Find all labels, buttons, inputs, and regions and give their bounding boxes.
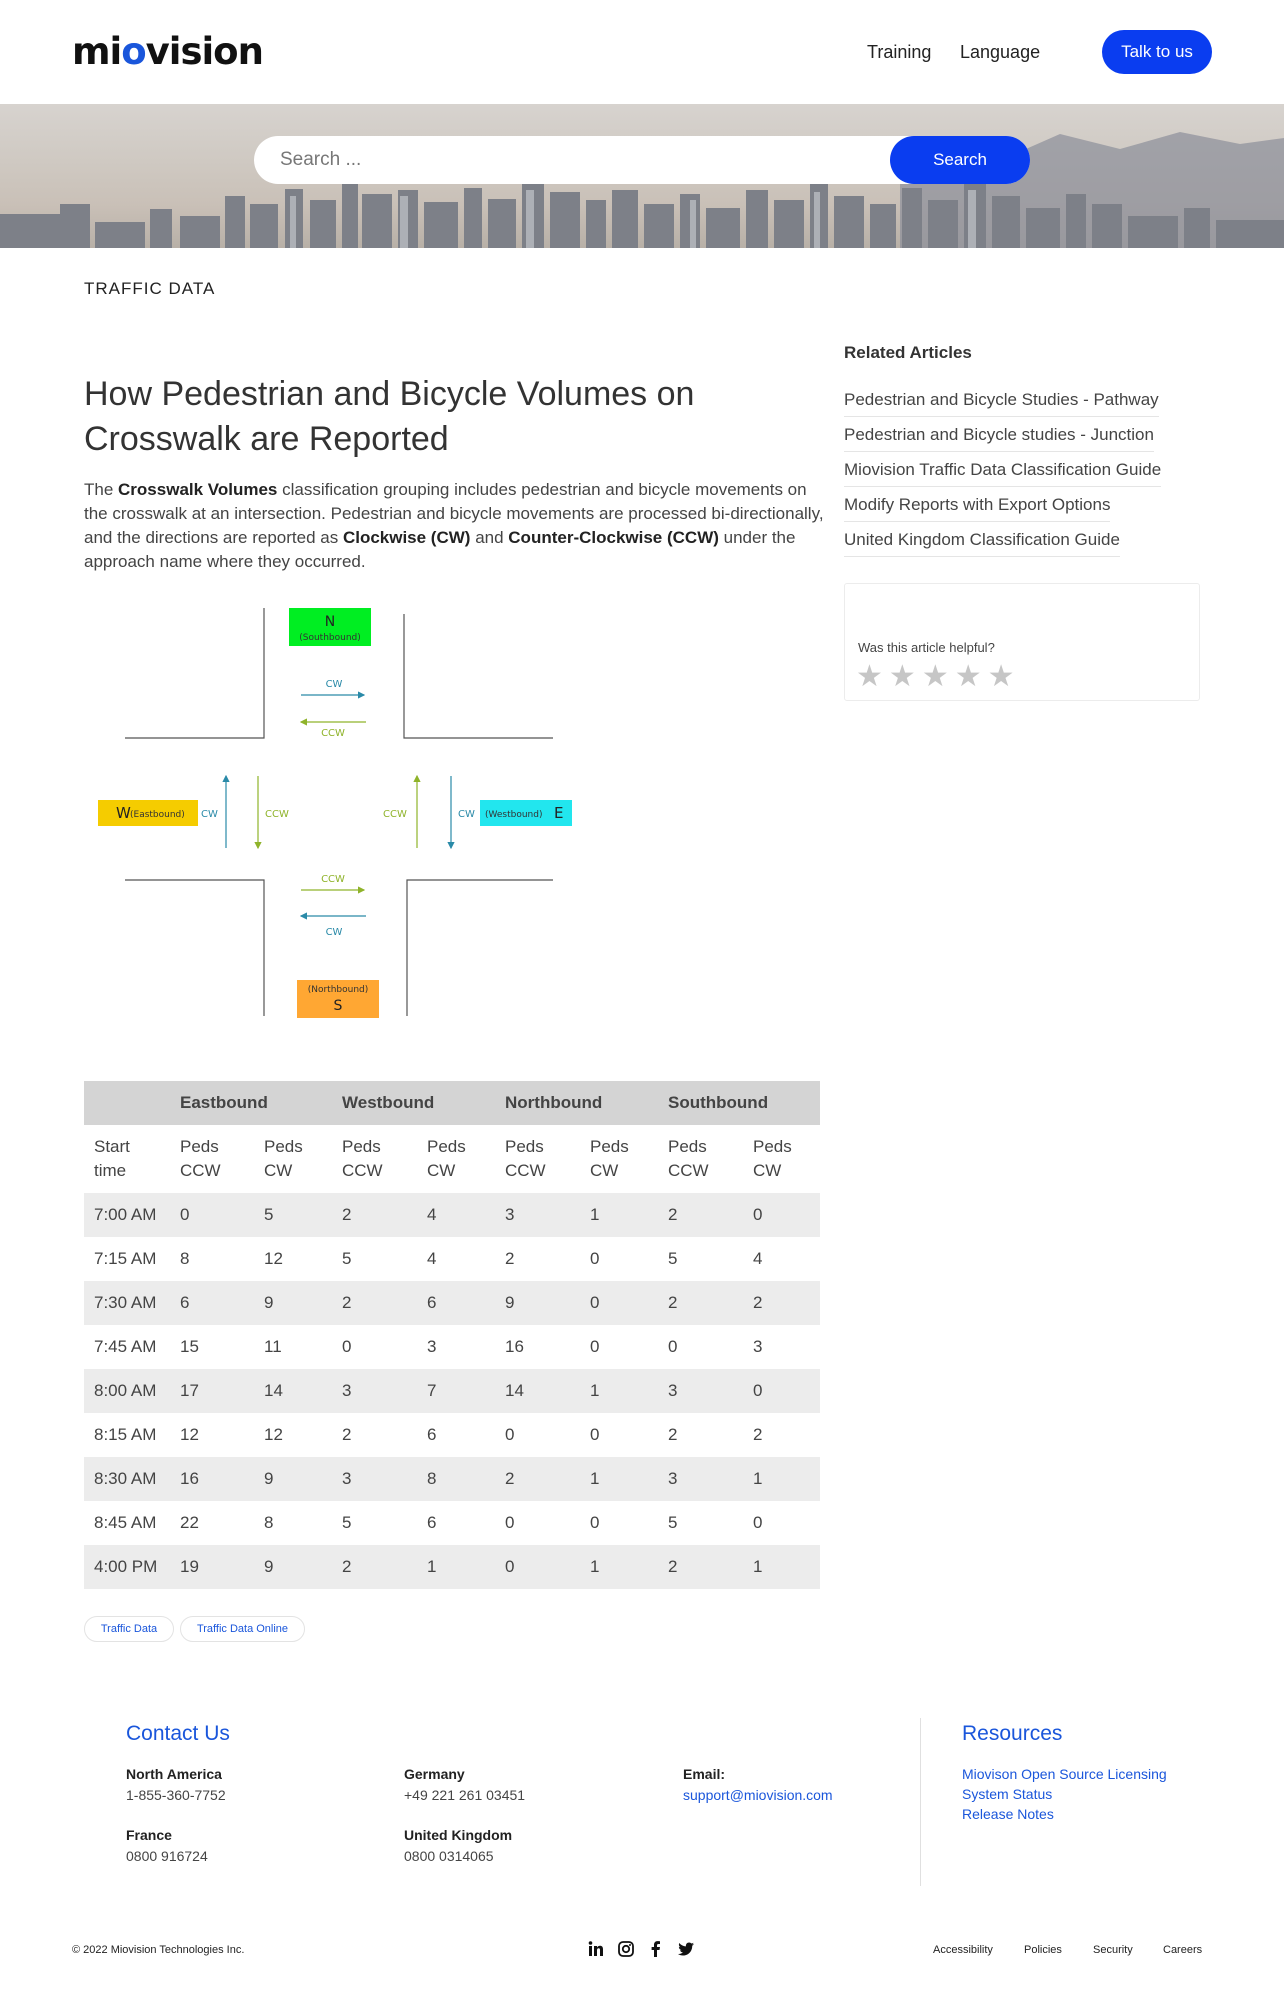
table-cell: 12 bbox=[180, 1425, 199, 1444]
table-cell: 3 bbox=[427, 1337, 437, 1356]
table-subheader-cell bbox=[254, 1125, 332, 1193]
table-subheader-cell bbox=[580, 1125, 658, 1193]
south-label: S bbox=[333, 998, 343, 1014]
table-cell: 1 bbox=[580, 1193, 658, 1237]
table-cell: 6 bbox=[417, 1281, 495, 1325]
intro-bold: Counter-Clockwise (CCW) bbox=[508, 528, 719, 547]
table-row bbox=[84, 1193, 820, 1237]
star-rating bbox=[856, 659, 1015, 694]
table-cell: 0 bbox=[743, 1369, 820, 1413]
table-row bbox=[84, 1501, 820, 1545]
table-cell: 2 bbox=[658, 1193, 743, 1237]
footer-link-security[interactable]: Security bbox=[1093, 1944, 1133, 1956]
star-icon[interactable]: ★ bbox=[954, 659, 982, 694]
table-cell: 0 bbox=[668, 1337, 678, 1356]
support-email-link[interactable]: support@miovision.com bbox=[683, 1787, 833, 1803]
subheader-line: Peds bbox=[668, 1137, 707, 1156]
twitter-icon[interactable] bbox=[677, 1940, 695, 1958]
table-cell: 0 bbox=[590, 1249, 600, 1268]
table-cell: 1 bbox=[743, 1457, 820, 1501]
start-time-cell: 4:00 PM bbox=[84, 1545, 170, 1589]
intro-text: and bbox=[470, 528, 509, 547]
start-time-cell: 8:30 AM bbox=[84, 1457, 170, 1501]
table-cell: 0 bbox=[580, 1281, 658, 1325]
table-cell: 2 bbox=[332, 1281, 417, 1325]
star-icon[interactable]: ★ bbox=[987, 659, 1015, 694]
table-cell: 17 bbox=[170, 1369, 254, 1413]
subheader-line: CCW bbox=[180, 1161, 221, 1180]
table-cell: 3 bbox=[332, 1369, 417, 1413]
east-cw-label: CW bbox=[458, 809, 475, 820]
table-header-westbound: Westbound bbox=[332, 1081, 495, 1125]
tag-traffic-data-online[interactable]: Traffic Data Online bbox=[180, 1616, 305, 1642]
table-cell: 0 bbox=[505, 1513, 515, 1532]
table-cell: 7 bbox=[417, 1369, 495, 1413]
site-header bbox=[0, 0, 1284, 104]
table-cell: 2 bbox=[495, 1457, 580, 1501]
table-cell: 5 bbox=[668, 1249, 678, 1268]
table-row bbox=[84, 1369, 820, 1413]
north-cw-label: CW bbox=[325, 679, 343, 690]
search-input[interactable] bbox=[280, 136, 860, 184]
table-cell: 1 bbox=[417, 1545, 495, 1589]
table-cell: 3 bbox=[658, 1369, 743, 1413]
north-sub-label: (Southbound) bbox=[299, 633, 361, 643]
table-cell: 2 bbox=[332, 1193, 417, 1237]
start-time-cell: 7:15 AM bbox=[94, 1249, 157, 1268]
table-row bbox=[84, 1281, 820, 1325]
subheader-line: Peds bbox=[180, 1137, 219, 1156]
table-subheader-row bbox=[84, 1125, 820, 1193]
subheader-line: CW bbox=[264, 1161, 293, 1180]
table-subheader-cell bbox=[332, 1125, 417, 1193]
table-cell: 0 bbox=[753, 1513, 763, 1532]
subheader-line: Peds bbox=[505, 1137, 544, 1156]
table-subheader-cell bbox=[417, 1125, 495, 1193]
table-cell: 11 bbox=[264, 1337, 282, 1356]
contact-label: United Kingdom bbox=[404, 1827, 513, 1843]
table-cell: 9 bbox=[495, 1281, 580, 1325]
resource-link[interactable]: System Status bbox=[962, 1786, 1053, 1802]
related-link[interactable]: Miovision Traffic Data Classification Guide bbox=[844, 460, 1161, 487]
start-time-cell: 7:30 AM bbox=[84, 1281, 170, 1325]
table-cell: 12 bbox=[264, 1249, 283, 1268]
logo-dot: o bbox=[121, 30, 146, 73]
table-subheader-cell bbox=[743, 1125, 820, 1193]
table-cell: 12 bbox=[264, 1425, 283, 1444]
search-button[interactable]: Search bbox=[890, 136, 1030, 184]
feedback-box bbox=[844, 583, 1200, 701]
intro-text: classification grouping includes pedestrian and bicycle movements on the crosswalk at an intersection. Pedestrian and bicycle movements are processed bi-directionally, and the directions are reported as bbox=[84, 480, 824, 547]
table-cell: 0 bbox=[590, 1337, 600, 1356]
table-cell: 14 bbox=[495, 1369, 580, 1413]
star-icon[interactable]: ★ bbox=[921, 659, 949, 694]
copyright: © 2022 Miovision Technologies Inc. bbox=[72, 1944, 245, 1956]
south-sub-label: (Northbound) bbox=[307, 985, 369, 995]
table-subheader-cell bbox=[84, 1125, 170, 1193]
west-label: W bbox=[116, 804, 131, 822]
start-time-cell: 7:00 AM bbox=[84, 1193, 170, 1237]
subheader-line: CCW bbox=[505, 1161, 546, 1180]
contact-label: Germany bbox=[404, 1766, 465, 1782]
contact-phone: +49 221 261 03451 bbox=[404, 1787, 526, 1803]
table-cell: 16 bbox=[505, 1337, 524, 1356]
intro-text: under the approach name where they occurred. bbox=[84, 528, 796, 571]
table-subheader-cell bbox=[658, 1125, 743, 1193]
table-row bbox=[84, 1237, 820, 1281]
contact-label: France bbox=[126, 1827, 172, 1843]
table-cell: 4 bbox=[753, 1249, 763, 1268]
west-cw-label: CW bbox=[201, 809, 218, 820]
table-group-header bbox=[84, 1081, 820, 1125]
footer-link-policies[interactable]: Policies bbox=[1024, 1944, 1062, 1956]
feedback-question: Was this article helpful? bbox=[858, 640, 995, 655]
table-row bbox=[84, 1545, 820, 1589]
subheader-line: CW bbox=[753, 1161, 782, 1180]
table-cell: 5 bbox=[668, 1513, 678, 1532]
table-cell: 22 bbox=[180, 1513, 199, 1532]
table-cell: 2 bbox=[743, 1281, 820, 1325]
south-cw-label: CW bbox=[325, 927, 343, 938]
table-cell: 8 bbox=[180, 1249, 190, 1268]
table-cell: 3 bbox=[495, 1193, 580, 1237]
article-intro bbox=[84, 478, 824, 574]
contact-phone: 0800 0314065 bbox=[404, 1848, 494, 1864]
table-header-cell bbox=[84, 1081, 170, 1125]
table-cell: 6 bbox=[427, 1425, 437, 1444]
subheader-line: CW bbox=[427, 1161, 456, 1180]
table-header-southbound: Southbound bbox=[658, 1081, 820, 1125]
table-cell: 2 bbox=[658, 1281, 743, 1325]
subheader-line: Peds bbox=[427, 1137, 466, 1156]
table-cell: 0 bbox=[743, 1193, 820, 1237]
footer-link-careers[interactable]: Careers bbox=[1163, 1944, 1203, 1956]
footer-divider bbox=[920, 1718, 921, 1886]
contact-label: North America bbox=[126, 1766, 222, 1782]
resources-heading: Resources bbox=[962, 1722, 1063, 1745]
north-label: N bbox=[324, 614, 336, 630]
contact-label: Email: bbox=[683, 1766, 726, 1782]
table-cell: 1 bbox=[743, 1545, 820, 1589]
table-row bbox=[84, 1325, 820, 1369]
start-time-cell: 7:45 AM bbox=[94, 1337, 157, 1356]
crosswalk-diagram bbox=[96, 604, 576, 1024]
talk-to-us-button[interactable]: Talk to us bbox=[1102, 30, 1212, 74]
instagram-icon[interactable] bbox=[617, 1940, 635, 1958]
intro-bold: Clockwise (CW) bbox=[342, 528, 471, 547]
table-cell: 6 bbox=[170, 1281, 254, 1325]
east-label: E bbox=[554, 804, 564, 822]
resource-link[interactable]: Miovison Open Source Licensing bbox=[962, 1766, 1167, 1782]
table-cell: 2 bbox=[658, 1545, 743, 1589]
table-cell: 0 bbox=[590, 1425, 600, 1444]
east-sub-label: (Westbound) bbox=[485, 810, 543, 820]
start-time-cell: 8:00 AM bbox=[84, 1369, 170, 1413]
table-cell: 1 bbox=[580, 1457, 658, 1501]
table-cell: 5 bbox=[254, 1193, 332, 1237]
miovision-logo[interactable] bbox=[72, 30, 263, 73]
table-cell: 2 bbox=[342, 1425, 352, 1444]
subheader-line: CW bbox=[590, 1161, 619, 1180]
subheader-line: CCW bbox=[342, 1161, 383, 1180]
south-ccw-label: CCW bbox=[321, 874, 345, 885]
subheader-line: Peds bbox=[342, 1137, 381, 1156]
related-link[interactable]: United Kingdom Classification Guide bbox=[844, 530, 1120, 557]
table-subheader-cell bbox=[495, 1125, 580, 1193]
table-cell: 1 bbox=[580, 1545, 658, 1589]
related-link[interactable]: Pedestrian and Bicycle studies - Junction bbox=[844, 425, 1154, 452]
table-cell: 0 bbox=[505, 1425, 515, 1444]
star-icon[interactable]: ★ bbox=[856, 659, 883, 694]
table-cell: 8 bbox=[417, 1457, 495, 1501]
facebook-icon[interactable] bbox=[647, 1940, 665, 1958]
table-cell: 0 bbox=[495, 1545, 580, 1589]
logo-text: mi bbox=[72, 30, 122, 73]
intro-text: The bbox=[84, 480, 119, 499]
east-ccw-label: CCW bbox=[383, 809, 407, 820]
nav-training[interactable]: Training bbox=[867, 42, 932, 62]
table-cell: 0 bbox=[342, 1337, 352, 1356]
west-ccw-label: CCW bbox=[265, 809, 289, 820]
star-icon[interactable]: ★ bbox=[888, 659, 916, 694]
table-cell: 2 bbox=[332, 1545, 417, 1589]
table-cell: 3 bbox=[658, 1457, 743, 1501]
related-articles-heading: Related Articles bbox=[844, 343, 972, 362]
tag-traffic-data[interactable]: Traffic Data bbox=[84, 1616, 174, 1642]
subheader-line: Peds bbox=[590, 1137, 629, 1156]
subheader-line: CCW bbox=[668, 1161, 709, 1180]
related-link[interactable]: Modify Reports with Export Options bbox=[844, 495, 1110, 522]
table-cell: 15 bbox=[180, 1337, 199, 1356]
table-cell: 0 bbox=[590, 1513, 600, 1532]
table-cell: 3 bbox=[753, 1337, 763, 1356]
breadcrumb[interactable]: TRAFFIC DATA bbox=[84, 279, 216, 298]
table-subheader-cell bbox=[170, 1125, 254, 1193]
intro-bold: Crosswalk Volumes bbox=[118, 480, 278, 499]
nav-language[interactable]: Language bbox=[960, 42, 1041, 62]
table-cell: 4 bbox=[427, 1249, 437, 1268]
table-cell: 19 bbox=[170, 1545, 254, 1589]
table-cell: 9 bbox=[254, 1281, 332, 1325]
north-ccw-label: CCW bbox=[321, 728, 345, 739]
table-cell: 2 bbox=[753, 1425, 763, 1444]
table-cell: 5 bbox=[342, 1513, 352, 1532]
table-cell: 2 bbox=[505, 1249, 515, 1268]
subheader-line: Start bbox=[94, 1137, 130, 1156]
related-link[interactable]: Pedestrian and Bicycle Studies - Pathway bbox=[844, 390, 1159, 417]
start-time-cell: 8:45 AM bbox=[94, 1513, 157, 1532]
table-cell: 14 bbox=[254, 1369, 332, 1413]
contact-phone: 1-855-360-7752 bbox=[126, 1787, 226, 1803]
resource-link[interactable]: Release Notes bbox=[962, 1806, 1054, 1822]
article-title: How Pedestrian and Bicycle Volumes on Crosswalk are Reported bbox=[84, 375, 695, 458]
table-cell: 1 bbox=[580, 1369, 658, 1413]
contact-us-heading: Contact Us bbox=[126, 1722, 230, 1745]
logo-text: vision bbox=[145, 30, 263, 73]
start-time-cell: 8:15 AM bbox=[94, 1425, 157, 1444]
table-cell: 2 bbox=[668, 1425, 678, 1444]
table-cell: 16 bbox=[170, 1457, 254, 1501]
subheader-line: Peds bbox=[753, 1137, 792, 1156]
table-cell: 3 bbox=[332, 1457, 417, 1501]
table-cell: 9 bbox=[254, 1457, 332, 1501]
contact-phone: 0800 916724 bbox=[126, 1848, 208, 1864]
table-header-northbound: Northbound bbox=[495, 1081, 658, 1125]
table-cell: 8 bbox=[264, 1513, 274, 1532]
table-cell: 5 bbox=[342, 1249, 352, 1268]
table-cell: 0 bbox=[170, 1193, 254, 1237]
table-row bbox=[84, 1413, 820, 1457]
crosswalk-volumes-table bbox=[84, 1081, 820, 1589]
west-sub-label: (Eastbound) bbox=[130, 810, 185, 820]
table-cell: 6 bbox=[427, 1513, 437, 1532]
linkedin-icon[interactable] bbox=[587, 1940, 605, 1958]
subheader-line: Peds bbox=[264, 1137, 303, 1156]
table-row bbox=[84, 1457, 820, 1501]
table-header-eastbound: Eastbound bbox=[170, 1081, 332, 1125]
footer-link-accessibility[interactable]: Accessibility bbox=[933, 1944, 993, 1956]
table-cell: 9 bbox=[254, 1545, 332, 1589]
subheader-line: time bbox=[94, 1161, 127, 1180]
table-cell: 4 bbox=[417, 1193, 495, 1237]
